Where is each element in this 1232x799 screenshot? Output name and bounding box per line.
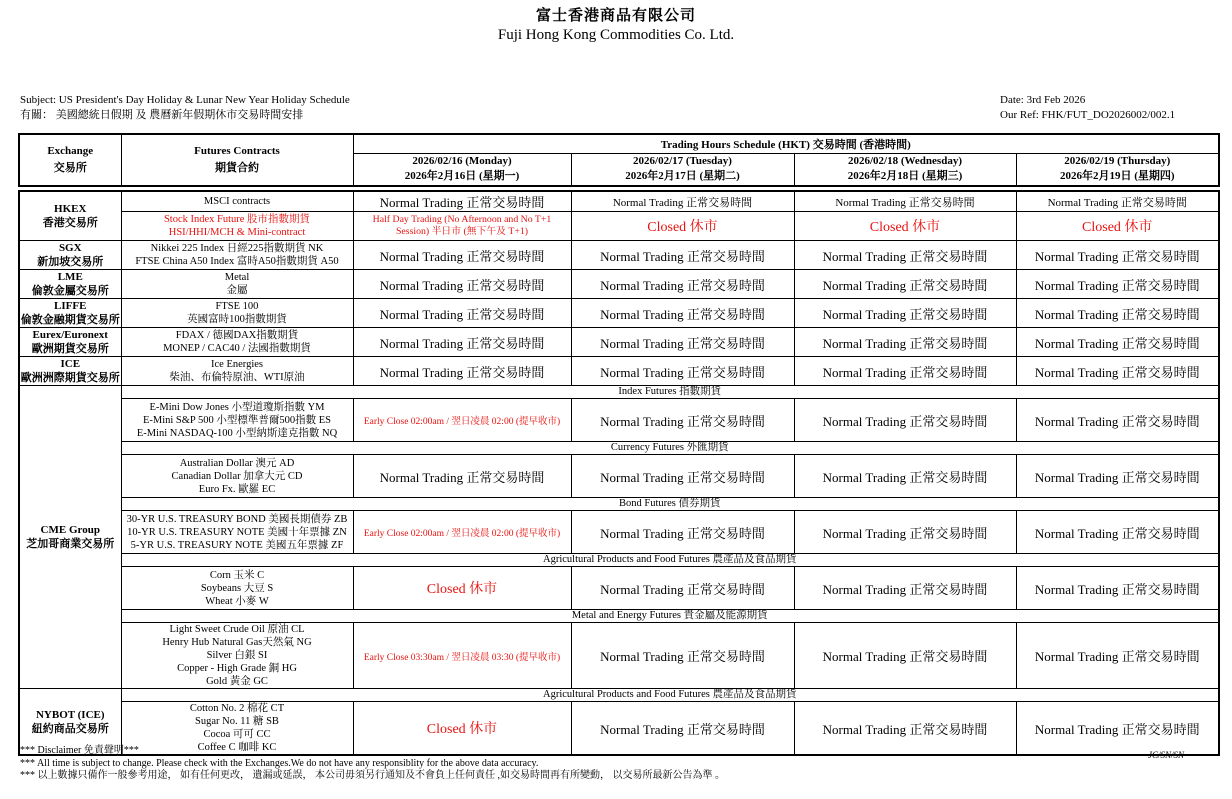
contract-line: Coffee C 咖啡 KC bbox=[197, 742, 277, 753]
contracts-column-header bbox=[121, 134, 353, 186]
day-tuesday-en: 2026/02/17 (Tuesday) bbox=[633, 155, 732, 168]
row-cme-emini bbox=[19, 399, 1219, 442]
contract-line: Silver 白銀 SI bbox=[206, 650, 268, 661]
row-cme-agri bbox=[19, 567, 1219, 610]
schedule-cell-normal: Normal Trading 正常交易時間 bbox=[794, 357, 1016, 386]
contract-line: MSCI contracts bbox=[203, 196, 271, 207]
exchange-header-zh: 交易所 bbox=[53, 162, 87, 174]
exchange-cell-ice bbox=[19, 357, 121, 386]
contract-line: Sugar No. 11 糖 SB bbox=[195, 716, 279, 727]
contract-line: FDAX / 德國DAX指數期貨 bbox=[175, 330, 299, 341]
contract-cell-bond bbox=[121, 511, 353, 554]
contract-line: Ice Energies bbox=[211, 359, 263, 370]
day-header-monday bbox=[353, 153, 571, 186]
day-thursday-en: 2026/02/19 (Thursday) bbox=[1064, 155, 1171, 168]
schedule-cell-normal: Normal Trading 正常交易時間 bbox=[1016, 567, 1219, 610]
schedule-cell-normal: Normal Trading 正常交易時間 bbox=[1016, 357, 1219, 386]
day-header-thursday bbox=[1016, 153, 1219, 186]
contract-line: Nikkei 225 Index 日經225指數期貨 NK bbox=[150, 243, 324, 254]
schedule-cell-normal: Normal Trading 正常交易時間 bbox=[353, 270, 571, 299]
row-banner-metal-energy bbox=[19, 610, 1219, 623]
contract-line: Copper - High Grade 銅 HG bbox=[177, 663, 297, 674]
contract-line: MONEP / CAC40 / 法國指數期貨 bbox=[163, 343, 311, 354]
section-banner-currency-futures: Currency Futures 外匯期貨 bbox=[121, 442, 1219, 455]
section-banner-bond-futures: Bond Futures 債券期貨 bbox=[121, 498, 1219, 511]
schedule-cell-normal: Normal Trading 正常交易時間 bbox=[353, 328, 571, 357]
schedule-cell-normal: Normal Trading 正常交易時間 bbox=[794, 623, 1016, 689]
contract-line: HSI/HHI/MCH & Mini-contract bbox=[168, 227, 306, 238]
exchange-hkex-zh: 香港交易所 bbox=[42, 217, 98, 229]
row-banner-agri-nybot bbox=[19, 689, 1219, 702]
row-ice bbox=[19, 357, 1219, 386]
schedule-cell-normal: Normal Trading 正常交易時間 bbox=[571, 328, 794, 357]
exchange-lme-zh: 倫敦金屬交易所 bbox=[31, 285, 109, 297]
section-banner-index-futures: Index Futures 指數期貨 bbox=[121, 386, 1219, 399]
disclaimer-block bbox=[20, 745, 725, 783]
schedule-cell-closed: Closed 休市 bbox=[794, 212, 1016, 241]
exchange-hkex-en: HKEX bbox=[54, 203, 87, 215]
contract-cell-sgx bbox=[121, 241, 353, 270]
schedule-cell-normal: Normal Trading 正常交易時間 bbox=[353, 357, 571, 386]
day-monday-en: 2026/02/16 (Monday) bbox=[412, 155, 512, 168]
exchange-nybot-en: NYBOT (ICE) bbox=[35, 708, 105, 721]
contract-line: Euro Fx. 歐羅 EC bbox=[198, 483, 276, 495]
row-eurex bbox=[19, 328, 1219, 357]
row-banner-agri-cme bbox=[19, 554, 1219, 567]
exchange-cell-eurex bbox=[19, 328, 121, 357]
schedule-cell-normal: Normal Trading 正常交易時間 bbox=[1016, 299, 1219, 328]
contract-line: 金屬 bbox=[226, 285, 248, 296]
day-thursday-zh: 2026年2月19日 (星期四) bbox=[1059, 170, 1175, 183]
schedule-cell-normal: Normal Trading 正常交易時間 bbox=[794, 455, 1016, 498]
section-banner-agricultural: Agricultural Products and Food Futures 農產品及食品期貨 bbox=[121, 554, 1219, 567]
day-wednesday-en: 2026/02/18 (Wednesday) bbox=[848, 155, 962, 168]
schedule-cell-normal: Normal Trading 正常交易時間 bbox=[1016, 623, 1219, 689]
contract-line: Stock Index Future 股市指數期貨 bbox=[163, 214, 311, 225]
contract-line: Canadian Dollar 加拿大元 CD bbox=[171, 470, 303, 482]
schedule-cell-normal: Normal Trading 正常交易時間 bbox=[794, 399, 1016, 442]
contract-cell-emini bbox=[121, 399, 353, 442]
schedule-cell-early-close: Early Close 03:30am / 翌日凌晨 03:30 (提早收市) bbox=[353, 623, 571, 689]
schedule-cell-early-close: Early Close 02:00am / 翌日凌晨 02:00 (提早收市) bbox=[353, 399, 571, 442]
schedule-body-table bbox=[18, 190, 1220, 756]
schedule-cell-normal: Normal Trading 正常交易時間 bbox=[1016, 455, 1219, 498]
exchange-liffe-zh: 倫敦金融期貨交易所 bbox=[20, 314, 120, 326]
exchange-sgx-zh: 新加坡交易所 bbox=[37, 256, 104, 268]
trading-hours-banner: Trading Hours Schedule (HKT) 交易時間 (香港時間) bbox=[353, 134, 1219, 153]
date-ref-block bbox=[1000, 93, 1175, 123]
contract-cell-eurex bbox=[121, 328, 353, 357]
schedule-header-table bbox=[18, 133, 1220, 187]
contract-line: Corn 玉米 C bbox=[209, 569, 265, 581]
schedule-cell-closed: Closed 休市 bbox=[1016, 212, 1219, 241]
subject-block bbox=[20, 93, 350, 123]
schedule-cell-normal: Normal Trading 正常交易時間 bbox=[571, 191, 794, 212]
subject-line-chinese: 有關： 美國總統日假期 及 農曆新年假期休市交易時間安排 bbox=[20, 109, 304, 121]
row-lme bbox=[19, 270, 1219, 299]
schedule-cell-normal: Normal Trading 正常交易時間 bbox=[1016, 328, 1219, 357]
schedule-cell-normal: Normal Trading 正常交易時間 bbox=[571, 270, 794, 299]
schedule-cell-normal: Normal Trading 正常交易時間 bbox=[571, 241, 794, 270]
reference-line: Our Ref: FHK/FUT_DO2026002/002.1 bbox=[1000, 109, 1176, 121]
schedule-cell-normal: Normal Trading 正常交易時間 bbox=[1016, 702, 1219, 756]
schedule-cell-normal: Normal Trading 正常交易時間 bbox=[571, 399, 794, 442]
halfday-line-2: Session) 半日市 (無下午及 T+1) bbox=[395, 226, 529, 237]
exchange-ice-zh: 歐洲洲際期貨交易所 bbox=[20, 372, 120, 384]
exchange-cme-zh: 芝加哥商業交易所 bbox=[26, 538, 115, 550]
title-block bbox=[0, 4, 1232, 44]
schedule-cell-normal: Normal Trading 正常交易時間 bbox=[571, 623, 794, 689]
contract-cell-liffe bbox=[121, 299, 353, 328]
date-line: Date: 3rd Feb 2026 bbox=[1000, 94, 1086, 106]
disclaimer-line-2: *** All time is subject to change. Please check with the Exchanges.We do not have any responsiblity for the above data accuracy. bbox=[20, 757, 539, 769]
exchange-eurex-zh: 歐洲期貨交易所 bbox=[31, 343, 109, 355]
contract-line: Cocoa 可可 CC bbox=[203, 729, 271, 740]
subject-line-english: Subject: US President's Day Holiday & Lunar New Year Holiday Schedule bbox=[20, 94, 350, 106]
schedule-cell-normal: Normal Trading 正常交易時間 bbox=[794, 299, 1016, 328]
schedule-cell-normal: Normal Trading 正常交易時間 bbox=[571, 455, 794, 498]
schedule-cell-normal: Normal Trading 正常交易時間 bbox=[794, 702, 1016, 756]
halfday-line-1: Half Day Trading (No Afternoon and No T+1 bbox=[372, 214, 552, 225]
row-banner-index-futures bbox=[19, 386, 1219, 399]
day-wednesday-zh: 2026年2月18日 (星期三) bbox=[847, 170, 963, 183]
schedule-cell-normal: Normal Trading 正常交易時間 bbox=[1016, 191, 1219, 212]
schedule-cell-early-close: Early Close 02:00am / 翌日凌晨 02:00 (提早收市) bbox=[353, 511, 571, 554]
day-header-tuesday bbox=[571, 153, 794, 186]
exchange-header-en: Exchange bbox=[47, 145, 94, 157]
schedule-cell-normal: Normal Trading 正常交易時間 bbox=[571, 567, 794, 610]
contract-line: FTSE China A50 Index 富時A50指數期貨 A50 bbox=[135, 256, 339, 267]
exchange-eurex-en: Eurex/Euronext bbox=[32, 329, 108, 341]
schedule-cell-normal: Normal Trading 正常交易時間 bbox=[794, 270, 1016, 299]
contract-line: Cotton No. 2 棉花 CT bbox=[189, 703, 285, 714]
schedule-cell-normal: Normal Trading 正常交易時間 bbox=[571, 357, 794, 386]
contract-line: 5-YR U.S. TREASURY NOTE 美國五年票據 ZF bbox=[130, 539, 344, 551]
schedule-cell-closed: Closed 休市 bbox=[353, 702, 571, 756]
contract-line: 柴油、布倫特原油、WTI原油 bbox=[169, 372, 305, 383]
exchange-cell-hkex bbox=[19, 191, 121, 241]
schedule-cell-normal: Normal Trading 正常交易時間 bbox=[1016, 511, 1219, 554]
contract-cell-msci bbox=[121, 191, 353, 212]
contract-line: 30-YR U.S. TREASURY BOND 美國長期債券 ZB bbox=[126, 513, 348, 525]
exchange-cme-en: CME Group bbox=[40, 524, 100, 536]
schedule-cell-normal: Normal Trading 正常交易時間 bbox=[571, 702, 794, 756]
contract-line: E-Mini Dow Jones 小型道瓊斯指數 YM bbox=[149, 401, 325, 413]
day-monday-zh: 2026年2月16日 (星期一) bbox=[404, 170, 520, 183]
schedule-cell-normal: Normal Trading 正常交易時間 bbox=[794, 567, 1016, 610]
contract-cell-lme bbox=[121, 270, 353, 299]
schedule-cell-normal: Normal Trading 正常交易時間 bbox=[353, 191, 571, 212]
row-hkex-stock-index bbox=[19, 212, 1219, 241]
schedule-cell-halfday bbox=[353, 212, 571, 241]
exchange-cell-sgx bbox=[19, 241, 121, 270]
exchange-lme-en: LME bbox=[57, 271, 83, 283]
schedule-cell-normal: Normal Trading 正常交易時間 bbox=[571, 299, 794, 328]
schedule-cell-normal: Normal Trading 正常交易時間 bbox=[794, 191, 1016, 212]
row-cme-bond bbox=[19, 511, 1219, 554]
contract-line: Soybeans 大豆 S bbox=[200, 582, 274, 594]
contract-cell-metal-energy bbox=[121, 623, 353, 689]
exchange-column-header bbox=[19, 134, 121, 186]
section-banner-metal-energy: Metal and Energy Futures 貴金屬及能源期貨 bbox=[121, 610, 1219, 623]
contract-line: Henry Hub Natural Gas天然氣 NG bbox=[162, 637, 312, 648]
disclaimer-line-3: *** 以上數據只備作一般參考用途， 如有任何更改， 遺漏或延誤， 本公司毋須另行通知及不會負上任何責任 ,如交易時間再有所變動， 以交易所最新公告為準 。 bbox=[20, 770, 725, 781]
contract-line: Metal bbox=[224, 272, 250, 283]
company-title-chinese: 富士香港商品有限公司 bbox=[535, 8, 696, 24]
exchange-cell-cme bbox=[19, 386, 121, 689]
exchange-cell-liffe bbox=[19, 299, 121, 328]
disclaimer-line-1: *** Disclaimer 免責聲明*** bbox=[20, 745, 139, 756]
schedule-cell-closed: Closed 休市 bbox=[571, 212, 794, 241]
schedule-cell-normal: Normal Trading 正常交易時間 bbox=[571, 511, 794, 554]
exchange-sgx-en: SGX bbox=[58, 242, 82, 254]
row-hkex-msci bbox=[19, 191, 1219, 212]
row-banner-bond-futures bbox=[19, 498, 1219, 511]
contract-cell-currency bbox=[121, 455, 353, 498]
schedule-cell-normal: Normal Trading 正常交易時間 bbox=[353, 455, 571, 498]
row-liffe bbox=[19, 299, 1219, 328]
row-banner-currency-futures bbox=[19, 442, 1219, 455]
contract-line: 英國富時100指數期貨 bbox=[187, 314, 287, 325]
schedule-cell-normal: Normal Trading 正常交易時間 bbox=[794, 328, 1016, 357]
contract-line: Wheat 小麥 W bbox=[205, 595, 269, 607]
schedule-cell-normal: Normal Trading 正常交易時間 bbox=[1016, 270, 1219, 299]
contracts-header-zh: 期貨合約 bbox=[215, 162, 259, 174]
contracts-header-en: Futures Contracts bbox=[194, 145, 280, 157]
contract-cell-ice bbox=[121, 357, 353, 386]
author-initials: JC/SN/SN bbox=[1148, 750, 1185, 760]
row-cme-currency bbox=[19, 455, 1219, 498]
contract-cell-agri-cme bbox=[121, 567, 353, 610]
schedule-cell-normal: Normal Trading 正常交易時間 bbox=[794, 241, 1016, 270]
exchange-cell-lme bbox=[19, 270, 121, 299]
contract-line: Gold 黃金 GC bbox=[206, 676, 268, 687]
exchange-ice-en: ICE bbox=[60, 358, 81, 370]
contract-line: FTSE 100 bbox=[215, 301, 259, 312]
exchange-liffe-en: LIFFE bbox=[54, 300, 87, 312]
contract-line: E-Mini S&P 500 小型標準普爾500指數 ES bbox=[142, 414, 332, 426]
day-tuesday-zh: 2026年2月17日 (星期二) bbox=[625, 170, 740, 183]
contract-line: E-Mini NASDAQ-100 小型納斯達克指數 NQ bbox=[136, 427, 338, 439]
row-sgx bbox=[19, 241, 1219, 270]
contract-line: Light Sweet Crude Oil 原油 CL bbox=[169, 624, 305, 635]
schedule-cell-normal: Normal Trading 正常交易時間 bbox=[1016, 399, 1219, 442]
day-header-wednesday bbox=[794, 153, 1016, 186]
schedule-cell-normal: Normal Trading 正常交易時間 bbox=[794, 511, 1016, 554]
schedule-cell-normal: Normal Trading 正常交易時間 bbox=[353, 241, 571, 270]
company-title-english: Fuji Hong Kong Commodities Co. Ltd. bbox=[497, 27, 735, 43]
schedule-cell-closed: Closed 休市 bbox=[353, 567, 571, 610]
contract-line: Australian Dollar 澳元 AD bbox=[179, 457, 295, 469]
row-cme-metal-energy bbox=[19, 623, 1219, 689]
section-banner-agricultural-nybot: Agricultural Products and Food Futures 農產品及食品期貨 bbox=[121, 689, 1219, 702]
exchange-nybot-zh: 紐約商品交易所 bbox=[31, 722, 109, 735]
contract-line: 10-YR U.S. TREASURY NOTE 美國十年票據 ZN bbox=[127, 526, 347, 538]
schedule-cell-normal: Normal Trading 正常交易時間 bbox=[1016, 241, 1219, 270]
contract-cell-stock-index bbox=[121, 212, 353, 241]
schedule-cell-normal: Normal Trading 正常交易時間 bbox=[353, 299, 571, 328]
